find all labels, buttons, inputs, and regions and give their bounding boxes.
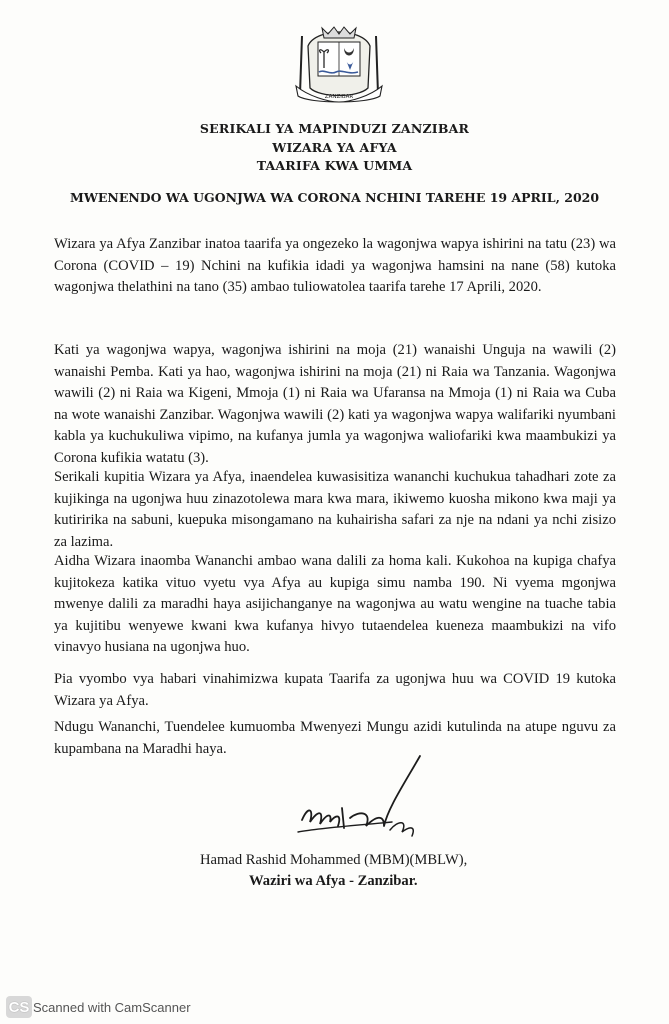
- paragraph-1: Wizara ya Afya Zanzibar inatoa taarifa ya ongezeko la wagonjwa wapya ishirini na tatu (23) wa Corona (COVID – 19) Nchini na kufikia idadi ya wagonjwa hamsini na nane (58) kutoka wagonjwa thelathini na tano (35) ambao tuliowatolea taarifa tarehe 17 Aprili, 2020.: [54, 236, 616, 296]
- signatory-name: Hamad Rashid Mohammed (MBM)(MBLW),: [200, 852, 468, 868]
- notice-type: TAARIFA KWA UMMA: [256, 158, 413, 173]
- paragraph-3: Serikali kupitia Wizara ya Afya, inaendelea kuwasisitiza wananchi kuchukua tahadhari zote za kujikinga na ugonjwa huu zinazotolewa mara kwa mara, ikiwemo kuosha mikono kwa maji ya kutiririka na sabuni, kuepuka misongamano na kuhairisha safari za nje na ndani ya nchi zisizo za lazima.: [54, 469, 616, 550]
- camscanner-logo-icon: CS: [6, 996, 32, 1018]
- document-title: MWENENDO WA UGONJWA WA CORONA NCHINI TAREHE 19 APRIL, 2020: [70, 190, 600, 205]
- paragraph-2: Kati ya wagonjwa wapya, wagonjwa ishirini na moja (21) wanaishi Unguja na wawili (2) wanaishi Pemba. Kati ya hao, wagonjwa ishirini na moja (21) ni Raia wa Tanzania. Wagonjwa wawili (2) ni Raia wa Kigeni, Mmoja (1) ni Raia wa Ufaransa na Mmoja (1) ni Raia wa Cuba na wote wanaishi Zanzibar. Wagonjwa wawili (2) kati ya wagonjwa wapya walifariki nyumbani kabla ya kuchukuliwa vipimo, na kufanya jumla ya wagonjwa waliofariki kwa maambukizi ya Corona kufikia watatu (3).: [54, 342, 616, 466]
- watermark-text: Scanned with CamScanner: [33, 999, 191, 1015]
- zanzibar-coat-of-arms-icon: [288, 24, 390, 106]
- emblem-banner-text: ZANZIBAR: [324, 94, 354, 100]
- paragraph-6: Ndugu Wananchi, Tuendelee kumuomba Mwenyezi Mungu azidi kutulinda na atupe nguvu za kupambana na Maradhi haya.: [54, 719, 616, 757]
- signatory-position: Waziri wa Afya - Zanzibar.: [249, 873, 418, 889]
- handwritten-signature: [280, 748, 440, 848]
- scanner-watermark: [6, 996, 191, 1018]
- ministry-name: WIZARA YA AFYA: [272, 139, 397, 155]
- paragraph-5: Pia vyombo vya habari vinahimizwa kupata Taarifa za ugonjwa huu wa COVID 19 kutoka Wizara ya Afya.: [54, 671, 616, 709]
- paragraph-4: Aidha Wizara inaomba Wananchi ambao wana dalili za homa kali. Kukohoa na kupiga chafya kujitokeza katika vituo vyetu vya Afya au kupiga simu namba 190. Ni vyema mgonjwa mwenye dalili za maradhi haya asijichanganye na wagonjwa au watu wengine na tuache tabia ya kujitibu wenyewe kwani kwa kufanya hivyo tutaendelea kueneza maambukizi na vifo vinavyo husiana na ugonjwa huo.: [54, 553, 616, 656]
- letterhead: [0, 120, 669, 176]
- government-name: SERIKALI YA MAPINDUZI ZANZIBAR: [199, 121, 470, 136]
